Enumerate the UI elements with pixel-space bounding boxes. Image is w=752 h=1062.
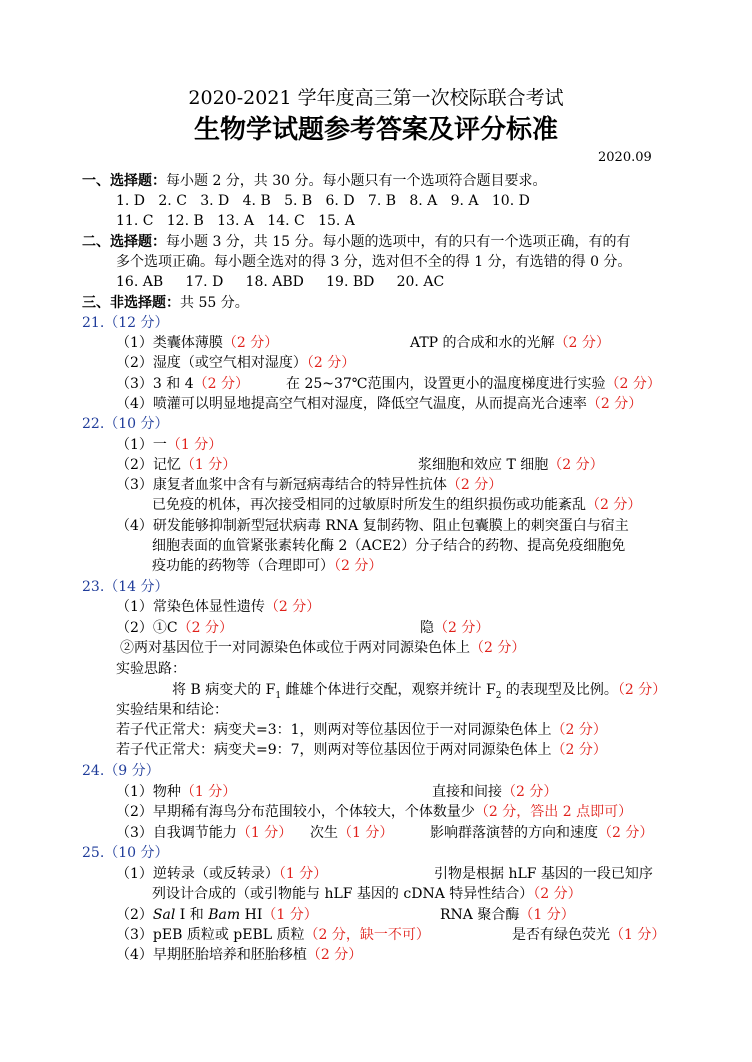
q21-number: 21.（12 分）: [82, 315, 169, 331]
q23-answer-2b: 隐（2 分）: [420, 620, 490, 636]
q22-number: 22.（10 分）: [82, 416, 169, 432]
section-2-heading: 二、选择题：: [82, 234, 166, 250]
q25-answer-3a: （3）pEB 质粒或 pEBL 质粒（2 分，缺一不可）: [116, 927, 430, 943]
q24-answer-3c: 影响群落演替的方向和速度（2 分）: [430, 825, 654, 841]
q23-answer-3: ②两对基因位于一对同源染色体或位于两对同源染色体上（2 分）: [120, 640, 526, 656]
q23-idea-text: 将 B 病变犬的 $F_1$ 雌雄个体进行交配，观察并统计 $F_2$ 的表现型及比例。（2 分）: [172, 682, 667, 701]
section-3-desc: 共 55 分。: [180, 295, 249, 311]
section-1-answers-row-2: 11. C 12. B 13. A 14. C 15. A: [116, 213, 355, 229]
q23-result-1: 若子代正常犬：病变犬=3：1，则两对等位基因位于一对同源染色体上（2 分）: [116, 722, 607, 738]
q24-answer-2: （2）早期稀有海鸟分布范围较小，个体较大，个体数量少（2 分，答出 2 点即可）: [116, 804, 633, 820]
q21-answer-1b: ATP 的合成和水的光解（2 分）: [410, 335, 610, 351]
section-2: [82, 233, 631, 251]
q22-answer-4b: 细胞表面的血管紧张素转化酶 2（ACE2）分子结合的药物、提高免疫细胞免: [152, 538, 626, 554]
section-1-desc: 每小题 2 分，共 30 分。每小题只有一个选项符合题目要求。: [166, 173, 547, 189]
q21-answer-4: （4）喷灌可以明显地提高空气相对湿度，降低空气温度，从而提高光合速率（2 分）: [116, 396, 643, 412]
q22-answer-2b: 浆细胞和效应 T 细胞（2 分）: [418, 457, 604, 473]
q25-answer-3b: 是否有绿色荧光（1 分）: [512, 927, 666, 943]
q22-answer-1: （1）一（1 分）: [116, 437, 223, 453]
q21-answer-3b: 在 25~37℃范围内，设置更小的温度梯度进行实验（2 分）: [286, 376, 661, 392]
section-3: [82, 294, 249, 312]
exam-date: 2020.09: [598, 150, 652, 165]
q25-answer-1c: 列设计合成的（或引物能与 hLF 基因的 cDNA 特异性结合）（2 分）: [152, 886, 582, 902]
q23-number: 23.（14 分）: [82, 579, 169, 595]
q25-answer-4: （4）早期胚胎培养和胚胎移植（2 分）: [116, 947, 363, 963]
q23-answer-2a: （2）①C（2 分）: [116, 620, 233, 636]
answer-key-title: 生物学试题参考答案及评分标准: [193, 115, 558, 145]
q23-answer-1: （1）常染色体显性遗传（2 分）: [116, 599, 321, 615]
q25-answer-1a: （1）逆转录（或反转录）（1 分）: [116, 866, 328, 882]
q22-answer-4c: 疫功能的药物等（合理即可）（2 分）: [152, 558, 383, 574]
q25-answer-2b: RNA 聚合酶（1 分）: [440, 907, 575, 923]
section-3-heading: 三、非选择题：: [82, 295, 180, 311]
q21-answer-2: （2）湿度（或空气相对湿度）（2 分）: [116, 355, 356, 371]
q24-number: 24.（9 分）: [82, 763, 160, 779]
exam-title: 2020-2021 学年度高三第一次校际联合考试: [188, 87, 564, 109]
q23-idea-label: 实验思路：: [116, 661, 186, 677]
section-2-desc-2: 多个选项正确。每小题全选对的得 3 分，选对但不全的得 1 分，有选错的得 0 分。: [116, 254, 632, 270]
q22-answer-4a: （4）研发能够抑制新型冠状病毒 RNA 复制药物、阻止包囊膜上的刺突蛋白与宿主: [116, 518, 629, 534]
section-2-answers: 16. AB 17. D 18. ABD 19. BD 20. AC: [116, 274, 445, 290]
q24-answer-3b: 次生（1 分）: [310, 825, 394, 841]
q23-result-label: 实验结果和结论：: [116, 702, 228, 718]
q22-answer-3b: 已免疫的机体，再次接受相同的过敏原时所发生的组织损伤或功能紊乱（2 分）: [152, 497, 642, 513]
q24-answer-3a: （3）自我调节能力（1 分）: [116, 825, 293, 841]
q21-answer-1a: （1）类囊体薄膜（2 分）: [116, 335, 279, 351]
section-1-answers-row-1: 1. D 2. C 3. D 4. B 5. B 6. D 7. B 8. A 9. A 10. D: [116, 193, 530, 209]
q22-answer-3a: （3）康复者血浆中含有与新冠病毒结合的特异性抗体（2 分）: [116, 477, 503, 493]
q25-answer-2a: （2）Sal I 和 Bam HI（1 分）: [116, 907, 318, 923]
section-2-desc-1: 每小题 3 分，共 15 分。每小题的选项中，有的只有一个选项正确，有的有: [166, 234, 631, 250]
q21-answer-3a: （3）3 和 4（2 分）: [116, 376, 249, 392]
section-1: [82, 172, 547, 190]
q25-number: 25.（10 分）: [82, 845, 169, 861]
q22-answer-2a: （2）记忆（1 分）: [116, 457, 237, 473]
q24-answer-1b: 直接和间接（2 分）: [432, 784, 558, 800]
section-1-heading: 一、选择题：: [82, 173, 166, 189]
q23-result-2: 若子代正常犬：病变犬=9：7，则两对等位基因位于两对同源染色体上（2 分）: [116, 742, 607, 758]
q24-answer-1a: （1）物种（1 分）: [116, 784, 237, 800]
q25-answer-1b: 引物是根据 hLF 基因的一段已知序: [434, 866, 653, 882]
